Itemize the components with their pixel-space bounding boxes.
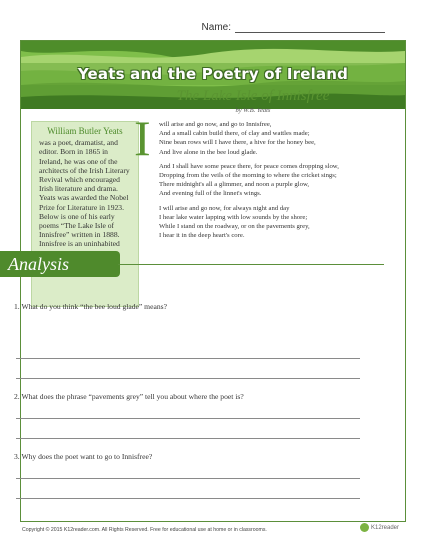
- poem-line: While I stand on the roadway, or on the pavements grey,: [159, 223, 310, 231]
- poem-line: will arise and go now, and go to Innisfree,: [159, 121, 272, 128]
- answer-line[interactable]: [16, 358, 360, 359]
- analysis-divider: [118, 264, 384, 265]
- worksheet-title: Yeats and the Poetry of Ireland: [77, 65, 349, 83]
- answer-line[interactable]: [16, 478, 360, 479]
- poem-body: [159, 120, 381, 245]
- name-field-row: [202, 22, 385, 33]
- poem-line: Dropping from the veils of the morning to where the cricket sings;: [159, 172, 337, 180]
- answer-line[interactable]: [16, 378, 360, 379]
- poem-line: And a small cabin build there, of clay and wattles made;: [159, 130, 310, 138]
- poem-line: Nine bean rows will I have there, a hive for the honey bee,: [159, 139, 316, 147]
- analysis-header-bar: [0, 251, 120, 277]
- question-1: 1. What do you think “the bee loud glade” means?: [14, 302, 167, 311]
- poem-byline: by W.B. Yeats: [235, 107, 271, 114]
- name-label: Name:: [201, 22, 231, 33]
- analysis-title: Analysis: [8, 254, 69, 274]
- poem-line: There midnight's all a glimmer, and noon a purple glow,: [159, 181, 310, 189]
- poem-dropcap: I: [134, 110, 151, 166]
- name-blank-line[interactable]: [235, 22, 385, 33]
- footer-copyright: Copyright © 2015 K12reader.com. All Rights Reserved. Free for educational use at home or in classrooms.: [22, 527, 267, 533]
- poem-line: I hear lake water lapping with low sounds by the shore;: [159, 213, 308, 221]
- footer-logo: [360, 523, 399, 532]
- poem-line: I hear it in the deep heart's core.: [159, 232, 245, 240]
- poem-line: And I shall have some peace there, for peace comes dropping slow,: [159, 162, 339, 170]
- poem-line: I will arise and go now, for always night and day: [159, 204, 290, 212]
- answer-line[interactable]: [16, 438, 360, 439]
- k12reader-logo-icon: [360, 523, 369, 532]
- question-3: 3. Why does the poet want to go to Innisfree?: [14, 452, 153, 461]
- author-bio-box: [31, 121, 139, 307]
- bio-author-name: William Butler Yeats: [47, 126, 123, 136]
- poem-line: And live alone in the bee loud glade.: [159, 148, 258, 156]
- question-2: 2. What does the phrase “pavements grey” tell you about where the poet is?: [14, 392, 244, 401]
- bio-text: was a poet, dramatist, and editor. Born in 1865 in Ireland, he was one of the architects of the Irish Literary Revival which encouraged Irish literature and drama. Yeats was awarded the Nobel Prize for Literature in 1923. Below is one of his early poems “The Lake Isle of Innisfree” written in 1888. Innisfree is an uninhabited: [39, 138, 130, 249]
- answer-line[interactable]: [16, 418, 360, 419]
- poem-stanza-3: [159, 204, 381, 241]
- logo-text: K12reader: [371, 524, 400, 531]
- poem-stanza-2: [159, 162, 381, 199]
- answer-line[interactable]: [16, 498, 360, 499]
- poem-line: And evening full of the linnet's wings.: [159, 190, 262, 198]
- poem-stanza-1: [159, 120, 381, 157]
- poem-title: The Lake Isle of Innisfree: [176, 88, 330, 104]
